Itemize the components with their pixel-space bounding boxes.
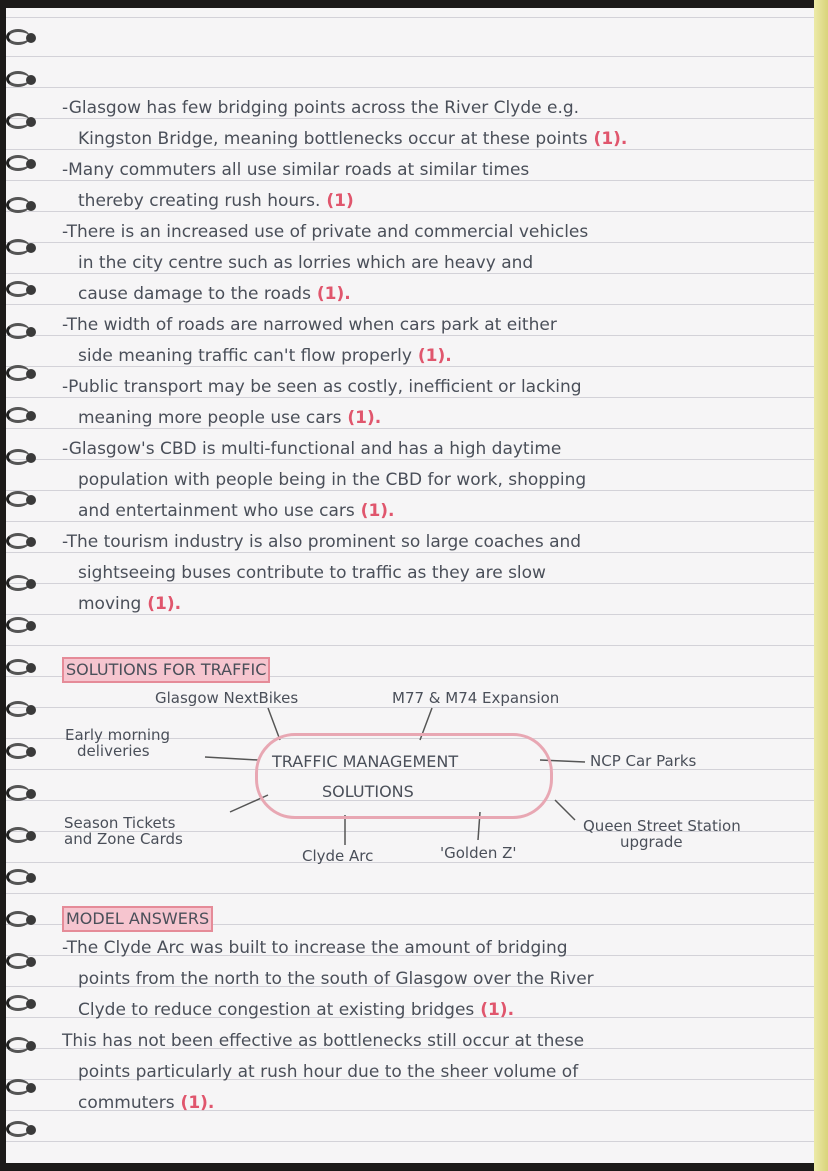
node-queen-line1: Queen Street Station [583,817,741,835]
note-text: meaning more people use cars [78,408,342,428]
note-text: side meaning traffic can't flow properly [78,346,412,366]
note-text: -Glasgow's CBD is multi-functional and has a high daytime [62,439,562,459]
node-early-line1: Early morning [65,726,171,744]
solutions-heading: SOLUTIONS FOR TRAFFIC [62,657,270,683]
note-text: -Many commuters all use similar roads at similar times [62,160,530,180]
note-text: -The Clyde Arc was built to increase the amount of bridging [62,938,568,958]
mark-badge: (1) [320,191,354,211]
note-text: thereby creating rush hours. [78,191,321,211]
node-clyde-arc: Clyde Arc [302,847,374,865]
note-text: -Glasgow has few bridging points across the River Clyde e.g. [62,98,580,118]
note-text: Kingston Bridge, meaning bottlenecks occur at these points [78,129,588,149]
mark-badge: (1). [587,129,628,149]
note-line [78,964,594,995]
note-text: points particularly at rush hour due to the sheer volume of [78,1062,579,1082]
note-line [62,1026,584,1057]
note-text: sightseeing buses contribute to traffic as they are slow [78,563,546,583]
node-early-line2: deliveries [77,742,150,760]
node-season-line2: and Zone Cards [64,830,183,848]
note-text: -Public transport may be seen as costly, inefficient or lacking [62,377,582,397]
model-answers-heading: MODEL ANSWERS [62,906,213,932]
node-ncp: NCP Car Parks [590,752,697,770]
note-text: moving [78,594,142,614]
note-text: and entertainment who use cars [78,501,355,521]
note-line [78,995,514,1026]
mark-badge: (1). [141,594,182,614]
note-line [78,1088,214,1119]
center-line1: TRAFFIC MANAGEMENT [272,752,459,771]
note-text: Clyde to reduce congestion at existing bridges [78,1000,475,1020]
note-text: commuters [78,1093,175,1113]
note-line [78,1057,578,1088]
note-text: cause damage to the roads [78,284,311,304]
note-text: -The tourism industry is also prominent so large coaches and [62,532,582,552]
node-m77: M77 & M74 Expansion [392,689,560,707]
connector-early [205,757,258,760]
node-nextbikes: Glasgow NextBikes [155,689,299,707]
mark-badge: (1). [310,284,351,304]
note-text: in the city centre such as lorries which are heavy and [78,253,534,273]
mark-badge: (1). [354,501,395,521]
connector-queen [555,800,575,820]
mark-badge: (1). [474,1000,515,1020]
note-text: -There is an increased use of private and commercial vehicles [62,222,589,242]
note-text: points from the north to the south of Glasgow over the River [78,969,594,989]
note-text: population with people being in the CBD for work, shopping [78,470,587,490]
connector-nextbikes [268,708,280,740]
center-line2: SOLUTIONS [322,782,414,801]
note-text: -The width of roads are narrowed when cars park at either [62,315,557,335]
node-golden-z: 'Golden Z' [440,844,517,862]
note-text: This has not been effective as bottlenecks still occur at these [62,1031,585,1051]
note-line [62,933,568,964]
node-season-line1: Season Tickets [64,814,176,832]
mark-badge: (1). [341,408,382,428]
mark-badge: (1). [174,1093,215,1113]
mark-badge: (1). [411,346,452,366]
node-queen-line2: upgrade [620,833,683,851]
center-cloud [255,733,553,819]
